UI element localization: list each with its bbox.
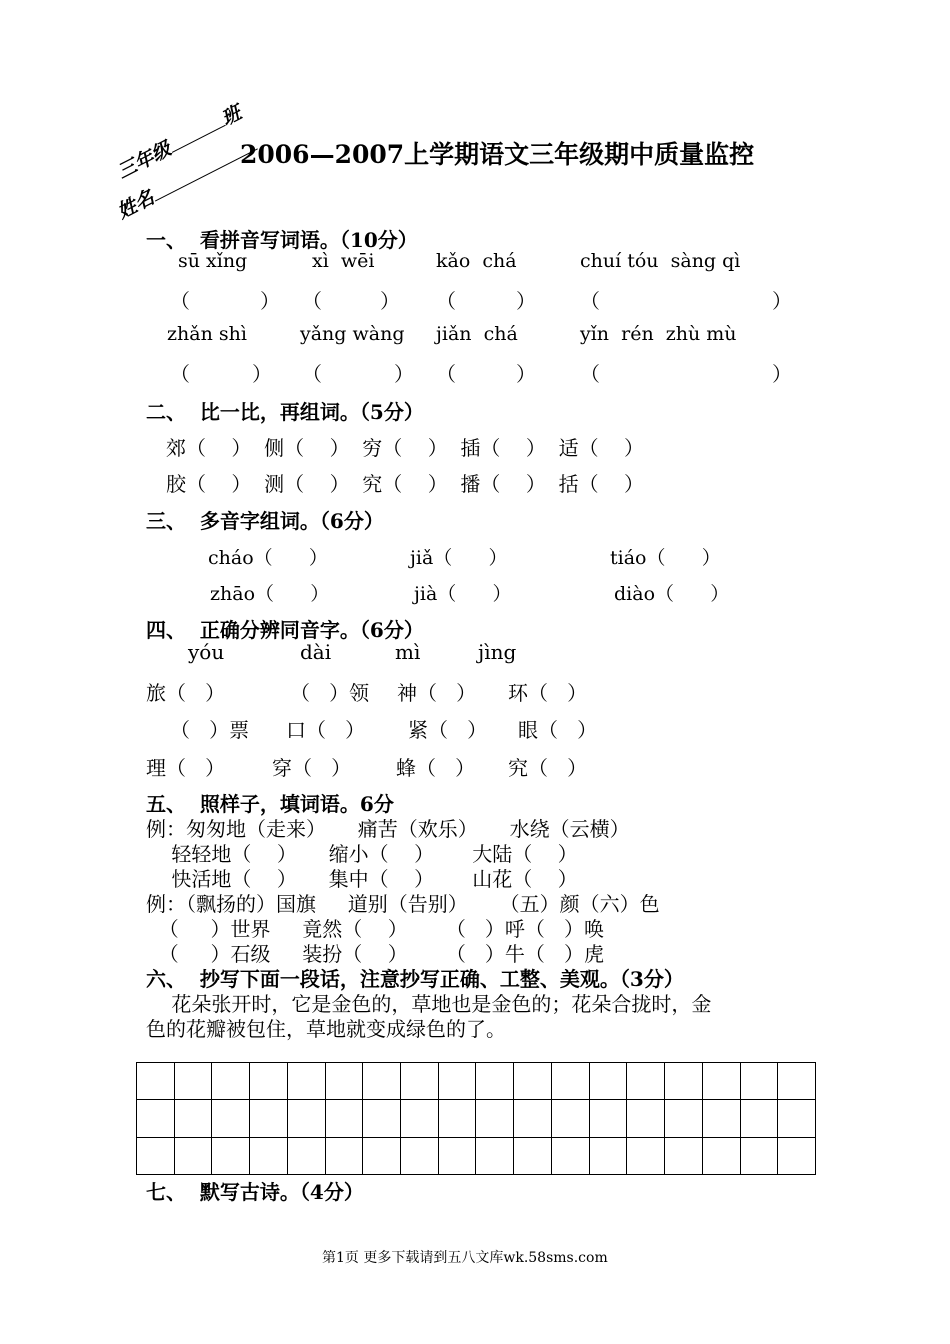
fill-line[interactable]: （ ）石级 装扮（ ） （ ）牛（ ）虎 bbox=[146, 942, 605, 966]
pinyin: yǎng wàng bbox=[300, 323, 405, 345]
class-label: 三年级班 bbox=[113, 101, 246, 184]
example-line: 例：（飘扬的）国旗 道别（告别） （五）颜（六）色 bbox=[146, 892, 660, 916]
pinyin: chuí tóu sàng qì bbox=[580, 250, 741, 272]
pinyin: jìng bbox=[478, 640, 517, 664]
section-6-heading: 六、 抄写下面一段话，注意抄写正确、工整、美观。（3分） bbox=[146, 967, 684, 991]
pinyin: zhǎn shì bbox=[167, 323, 247, 345]
fill-line[interactable]: 轻轻地（ ） 缩小（ ） 大陆（ ） bbox=[146, 842, 578, 866]
answer-box[interactable]: （ ） bbox=[170, 362, 272, 386]
polyphone-item[interactable]: zhāo（ ） bbox=[210, 583, 330, 605]
answer-box[interactable]: （ ） bbox=[302, 289, 400, 313]
section-2-heading: 二、 比一比，再组词。（5分） bbox=[146, 400, 424, 424]
pinyin: dài bbox=[300, 640, 332, 664]
homophone-item[interactable]: 神（ ） bbox=[397, 681, 477, 705]
answer-box[interactable]: （ ） bbox=[302, 362, 414, 386]
polyphone-item[interactable]: cháo（ ） bbox=[208, 547, 328, 569]
writing-grid[interactable] bbox=[136, 1062, 816, 1175]
section-3-heading: 三、 多音字组词。（6分） bbox=[146, 509, 384, 533]
pinyin: mì bbox=[395, 640, 421, 664]
polyphone-item[interactable]: jià（ ） bbox=[414, 583, 512, 605]
homophone-item[interactable]: 紧（ ） bbox=[408, 718, 488, 742]
answer-box[interactable]: （ ） bbox=[580, 289, 792, 313]
homophone-item[interactable]: 蜂（ ） bbox=[396, 756, 476, 780]
fill-line[interactable]: 快活地（ ） 集中（ ） 山花（ ） bbox=[146, 867, 578, 891]
answer-box[interactable]: （ ） bbox=[170, 289, 280, 313]
homophone-item[interactable]: 理（ ） bbox=[146, 756, 226, 780]
example-line: 例：匆匆地（走来） 痛苦（欢乐） 水绕（云横） bbox=[146, 817, 630, 841]
name-label: 姓名 bbox=[112, 131, 261, 225]
fill-line[interactable]: （ ）世界 竟然（ ） （ ）呼（ ）唤 bbox=[146, 917, 605, 941]
polyphone-item[interactable]: diào（ ） bbox=[614, 583, 730, 605]
homophone-item[interactable]: 口（ ） bbox=[286, 718, 366, 742]
pinyin: sū xǐng bbox=[178, 250, 248, 272]
pinyin: yǐn rén zhù mù bbox=[580, 323, 737, 345]
homophone-item[interactable]: 穿（ ） bbox=[272, 756, 352, 780]
answer-box[interactable]: （ ） bbox=[436, 289, 536, 313]
answer-box[interactable]: （ ） bbox=[580, 362, 792, 386]
copy-paragraph: 色的花瓣被包住，草地就变成绿色的了。 bbox=[146, 1017, 506, 1041]
page-title: 2006—2007上学期语文三年级期中质量监控 bbox=[240, 140, 755, 169]
section-1-heading: 一、 看拼音写词语。（10分） bbox=[146, 228, 418, 252]
polyphone-item[interactable]: tiáo（ ） bbox=[610, 547, 721, 569]
pinyin: jiǎn chá bbox=[436, 323, 518, 345]
page-footer: 第1页 更多下载请到五八文库wk.58sms.com bbox=[322, 1250, 608, 1266]
pinyin: kǎo chá bbox=[436, 250, 517, 272]
pinyin: yóu bbox=[188, 640, 225, 664]
homophone-item[interactable]: （ ）票 bbox=[170, 718, 250, 742]
section-4-heading: 四、 正确分辨同音字。（6分） bbox=[146, 618, 424, 642]
homophone-item[interactable]: 眼（ ） bbox=[518, 718, 598, 742]
homophone-item[interactable]: （ ）领 bbox=[290, 681, 370, 705]
section-5-heading: 五、 照样子，填词语。6分 bbox=[146, 792, 394, 816]
section-7-heading: 七、 默写古诗。（4分） bbox=[146, 1180, 364, 1204]
homophone-item[interactable]: 环（ ） bbox=[508, 681, 588, 705]
polyphone-item[interactable]: jiǎ（ ） bbox=[410, 547, 508, 569]
homophone-item[interactable]: 究（ ） bbox=[508, 756, 588, 780]
pinyin: xì wēi bbox=[312, 250, 375, 272]
copy-paragraph: 花朵张开时，它是金色的，草地也是金色的；花朵合拢时，金 bbox=[146, 992, 712, 1016]
homophone-item[interactable]: 旅（ ） bbox=[146, 681, 226, 705]
answer-box[interactable]: （ ） bbox=[436, 362, 536, 386]
compare-row: 胶（ ） 测（ ） 究（ ） 播（ ） 括（ ） bbox=[166, 472, 645, 496]
compare-row: 郊（ ） 侧（ ） 穷（ ） 插（ ） 适（ ） bbox=[166, 436, 645, 460]
